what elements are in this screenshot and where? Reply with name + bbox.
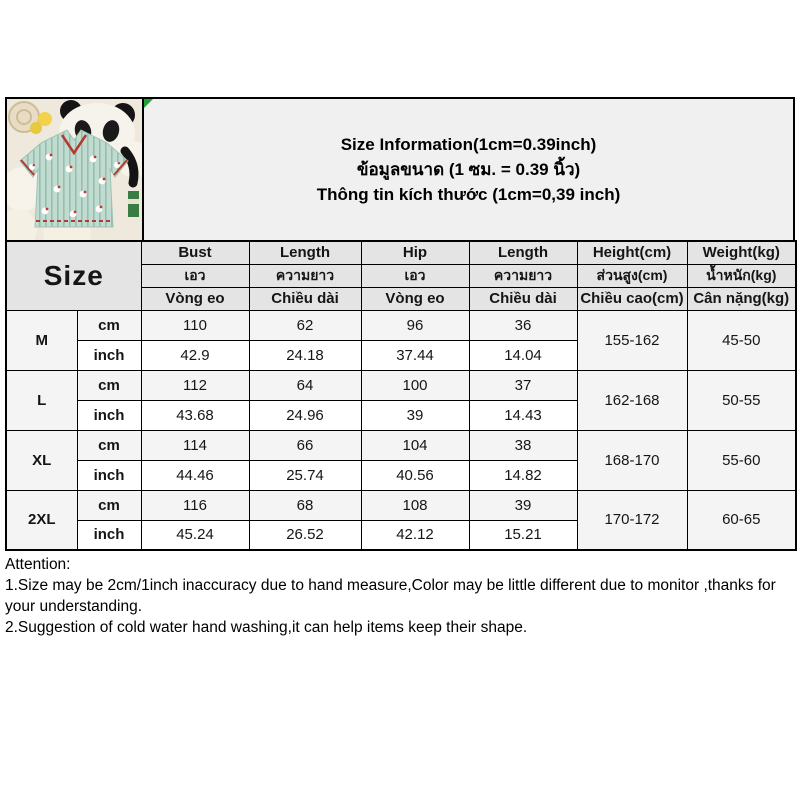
header-row-english <box>6 241 796 264</box>
top-banner <box>5 97 795 240</box>
product-photo <box>7 99 144 240</box>
size-2xl-label: 2XL <box>6 490 77 550</box>
header-length2-en: Length <box>469 241 577 264</box>
unit-cm: cm <box>77 370 141 400</box>
row-l-cm <box>6 370 796 400</box>
row-2xl-cm <box>6 490 796 520</box>
2xl-hip-inch: 42.12 <box>361 520 469 550</box>
xl-length2-inch: 14.82 <box>469 460 577 490</box>
l-length2-cm: 37 <box>469 370 577 400</box>
size-m-label: M <box>6 310 77 370</box>
unit-inch: inch <box>77 520 141 550</box>
product-photo-illustration <box>7 99 142 240</box>
header-bust-en: Bust <box>141 241 249 264</box>
m-hip-inch: 37.44 <box>361 340 469 370</box>
header-weight-vi: Cân nặng(kg) <box>687 287 796 310</box>
header-length-th: ความยาว <box>249 264 361 287</box>
m-length2-cm: 36 <box>469 310 577 340</box>
xl-hip-inch: 40.56 <box>361 460 469 490</box>
xl-length-cm: 66 <box>249 430 361 460</box>
header-height-en: Height(cm) <box>577 241 687 264</box>
header-bust-vi: Vòng eo <box>141 287 249 310</box>
header-length2-th: ความยาว <box>469 264 577 287</box>
header-hip-en: Hip <box>361 241 469 264</box>
green-corner-marker-icon <box>144 99 153 108</box>
header-weight-th: น้ำหนัก(kg) <box>687 264 796 287</box>
row-xl-cm <box>6 430 796 460</box>
m-bust-cm: 110 <box>141 310 249 340</box>
l-hip-inch: 39 <box>361 400 469 430</box>
row-m-cm <box>6 310 796 340</box>
m-bust-inch: 42.9 <box>141 340 249 370</box>
size-l-label: L <box>6 370 77 430</box>
header-length2-vi: Chiều dài <box>469 287 577 310</box>
attention-heading: Attention: <box>5 556 71 573</box>
attention-note-1: 1.Size may be 2cm/1inch inaccuracy due to hand measure,Color may be little different due to monitor ,thanks for your understanding. <box>5 577 776 615</box>
l-hip-cm: 100 <box>361 370 469 400</box>
header-length-vi: Chiều dài <box>249 287 361 310</box>
header-length-en: Length <box>249 241 361 264</box>
xl-length-inch: 25.74 <box>249 460 361 490</box>
m-height-range: 155-162 <box>577 310 687 370</box>
size-header-cell: Size <box>6 241 141 310</box>
header-hip-th: เอว <box>361 264 469 287</box>
unit-cm: cm <box>77 430 141 460</box>
m-length2-inch: 14.04 <box>469 340 577 370</box>
header-weight-en: Weight(kg) <box>687 241 796 264</box>
attention-note-2: 2.Suggestion of cold water hand washing,it can help items keep their shape. <box>5 619 528 636</box>
2xl-length2-inch: 15.21 <box>469 520 577 550</box>
l-length-cm: 64 <box>249 370 361 400</box>
xl-hip-cm: 104 <box>361 430 469 460</box>
title-english: Size Information(1cm=0.39inch) <box>340 134 597 154</box>
l-height-range: 162-168 <box>577 370 687 430</box>
xl-length2-cm: 38 <box>469 430 577 460</box>
m-length-inch: 24.18 <box>249 340 361 370</box>
l-weight-range: 50-55 <box>687 370 796 430</box>
2xl-length-cm: 68 <box>249 490 361 520</box>
unit-inch: inch <box>77 460 141 490</box>
2xl-bust-cm: 116 <box>141 490 249 520</box>
size-information-title-block <box>144 99 793 240</box>
2xl-length2-cm: 39 <box>469 490 577 520</box>
xl-bust-cm: 114 <box>141 430 249 460</box>
unit-inch: inch <box>77 340 141 370</box>
2xl-weight-range: 60-65 <box>687 490 796 550</box>
l-bust-cm: 112 <box>141 370 249 400</box>
header-hip-vi: Vòng eo <box>361 287 469 310</box>
header-height-th: ส่วนสูง(cm) <box>577 264 687 287</box>
title-vietnamese: Thông tin kích thước (1cm=0,39 inch) <box>316 184 621 204</box>
l-bust-inch: 43.68 <box>141 400 249 430</box>
2xl-length-inch: 26.52 <box>249 520 361 550</box>
title-thai: ข้อมูลขนาด (1 ซม. = 0.39 นิ้ว) <box>356 159 581 179</box>
l-length-inch: 24.96 <box>249 400 361 430</box>
header-bust-th: เอว <box>141 264 249 287</box>
l-length2-inch: 14.43 <box>469 400 577 430</box>
size-table <box>5 240 797 551</box>
attention-notes <box>5 554 793 638</box>
2xl-hip-cm: 108 <box>361 490 469 520</box>
header-height-vi: Chiều cao(cm) <box>577 287 687 310</box>
m-length-cm: 62 <box>249 310 361 340</box>
size-chart-sheet <box>5 97 795 638</box>
xl-weight-range: 55-60 <box>687 430 796 490</box>
2xl-bust-inch: 45.24 <box>141 520 249 550</box>
2xl-height-range: 170-172 <box>577 490 687 550</box>
size-xl-label: XL <box>6 430 77 490</box>
m-hip-cm: 96 <box>361 310 469 340</box>
m-weight-range: 45-50 <box>687 310 796 370</box>
unit-cm: cm <box>77 490 141 520</box>
unit-cm: cm <box>77 310 141 340</box>
xl-height-range: 168-170 <box>577 430 687 490</box>
xl-bust-inch: 44.46 <box>141 460 249 490</box>
unit-inch: inch <box>77 400 141 430</box>
